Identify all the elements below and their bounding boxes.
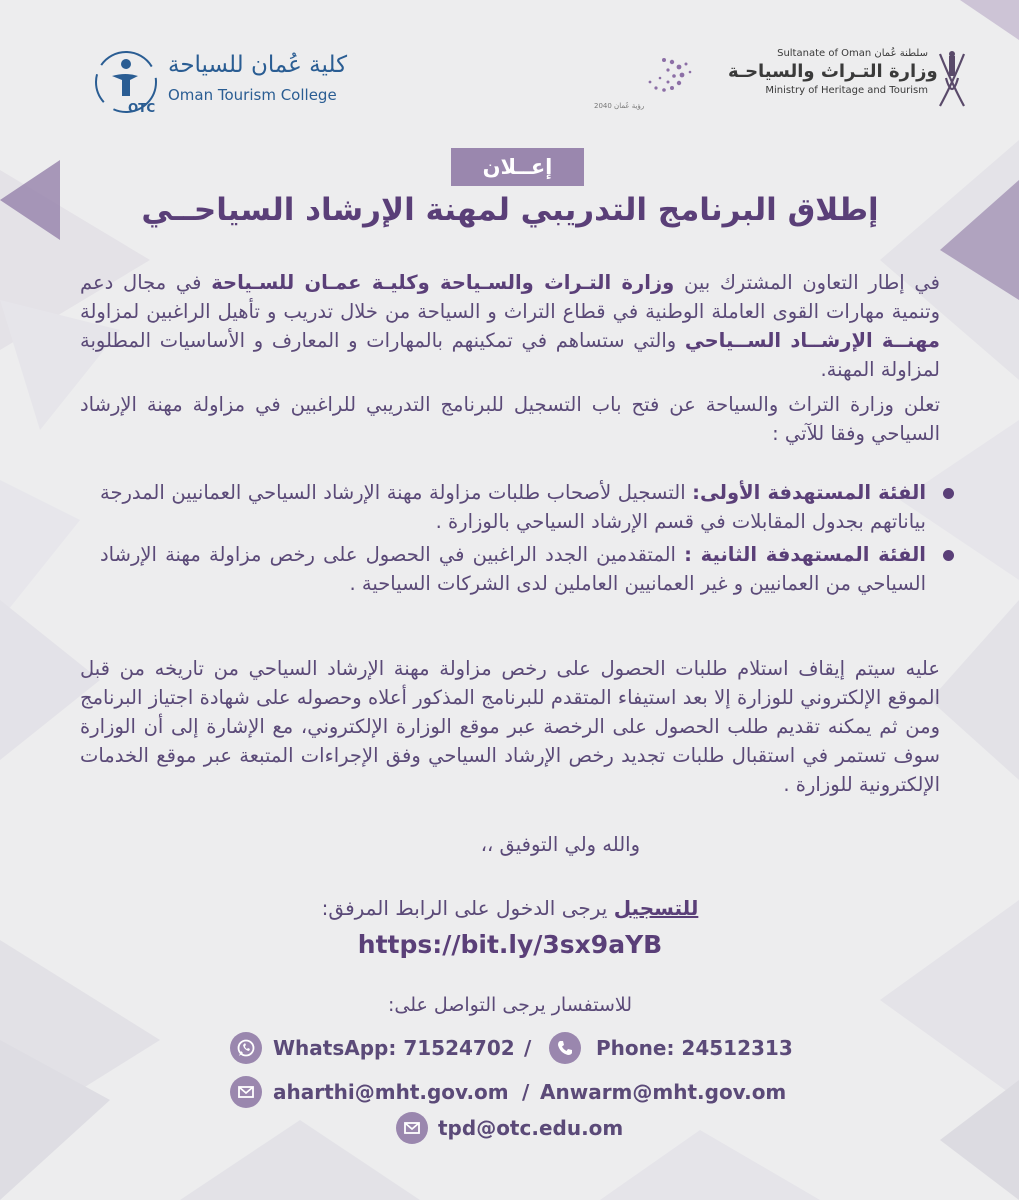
- target-categories: [100, 478, 958, 598]
- contact-separator-1: /: [524, 1036, 532, 1060]
- intro-text-e: والتي ستساهم في تمكينهم بالمهارات و المعارف و الأساسيات المطلوبة لمزاولة المهنة.: [80, 329, 940, 381]
- ministry-sultanate: Sultanate of Oman سلطنة عُمان: [777, 48, 928, 59]
- ministry-name-en: Ministry of Heritage and Tourism: [765, 85, 928, 96]
- intro-text-a: في إطار التعاون المشترك بين: [674, 271, 940, 294]
- category-first-label: الفئة المستهدفة الأولى:: [692, 481, 926, 504]
- registration-line: [80, 896, 940, 920]
- category-first-text: التسجيل لأصحاب طلبات مزاولة مهنة الإرشاد السياحي العمانيين المدرجة بياناتهم بجدول المقابلات في قسم الإرشاد السياحي بالوزارة .: [100, 481, 926, 533]
- svg-text:OTC: OTC: [128, 101, 156, 115]
- category-second-text: المتقدمين الجدد الراغبين في الحصول على رخص مزاولة مهنة الإرشاد السياحي من العمانيين و غير العمانيين العاملين لدى الشركات السياحية .: [100, 543, 926, 595]
- registration-link[interactable]: https://bit.ly/3sx9aYB: [357, 930, 663, 959]
- announcement-badge: إعــلان: [451, 148, 584, 186]
- ministry-name-ar: وزارة التـراث والسياحـة: [728, 61, 938, 82]
- announcement-title: إطلاق البرنامج التدريبي لمهنة الإرشاد السياحــي: [141, 192, 879, 228]
- oman-emblem-icon: [932, 44, 972, 114]
- college-name-en: Oman Tourism College: [168, 86, 337, 104]
- email-aharthi[interactable]: aharthi@mht.gov.om: [273, 1080, 509, 1104]
- category-second-label: الفئة المستهدفة الثانية :: [684, 543, 926, 566]
- ministry-logo: [728, 48, 938, 118]
- inquiry-label: للاستفسار يرجى التواصل على:: [387, 994, 633, 1016]
- college-name-ar: كلية عُمان للسياحة: [168, 52, 348, 78]
- vision-2040-logo: [594, 52, 734, 122]
- email-tpd[interactable]: tpd@otc.edu.om: [438, 1116, 624, 1140]
- phone-number[interactable]: Phone: 24512313: [596, 1036, 793, 1060]
- registration-text: يرجى الدخول على الرابط المرفق:: [321, 896, 614, 920]
- phone-icon: [549, 1032, 581, 1064]
- email-icon: [230, 1076, 262, 1108]
- intro-text-c: في مجال دعم وتنمية مهارات القوى العاملة الوطنية في قطاع التراث و السياحة من خلال تدريب و تأهيل الراغبين لمزاولة: [80, 271, 940, 323]
- whatsapp-icon: [230, 1032, 262, 1064]
- intro-highlight-partners: وزارة التـراث والسـياحة وكليـة عمـان للسـياحة: [211, 271, 675, 294]
- college-logo: [88, 46, 348, 118]
- category-item-first: [100, 478, 926, 536]
- vision-text: رؤية عُمان 2040: [594, 102, 645, 110]
- signoff: والله ولي التوفيق ،،: [480, 833, 640, 856]
- email-icon-otc: [396, 1112, 428, 1144]
- closing-paragraph: عليه سيتم إيقاف استلام طلبات الحصول على رخص مزاولة مهنة الإرشاد السياحي من تاريخه من قبل الموقع الإلكتروني للوزارة إلا بعد استيفاء المتقدم للبرنامج المذكور أعلاه وحصوله على شهادة اجتياز البرنامج ومن ثم يمكنه تقديم طلب الحصول على الرخصة عبر موقع الوزارة الإلكتروني، مع الإشارة إلى أن الوزارة سوف تستمر في استقبال طلبات تجديد رخص الإرشاد السياحي وفق الإجراءات المتبعة عبر موقع الخدمات الإلكترونية للوزارة .: [80, 657, 940, 796]
- registration-announcement: تعلن وزارة التراث والسياحة عن فتح باب التسجيل للبرنامج التدريبي للراغبين في مزاولة مهنة الإرشاد السياحي وفقا للآتي :: [80, 393, 940, 445]
- email-anwarm[interactable]: Anwarm@mht.gov.om: [540, 1080, 787, 1104]
- intro-highlight-profession: مهنــة الإرشــاد الســياحي: [684, 329, 940, 352]
- vision-swirl-icon: [594, 52, 734, 102]
- contact-separator-2: /: [522, 1080, 530, 1104]
- whatsapp-number[interactable]: WhatsApp: 71524702: [273, 1036, 515, 1060]
- otc-logo-icon: [88, 46, 166, 118]
- registration-label: للتسجيل: [613, 896, 699, 920]
- intro-paragraph: [80, 268, 940, 384]
- category-item-second: [100, 540, 926, 598]
